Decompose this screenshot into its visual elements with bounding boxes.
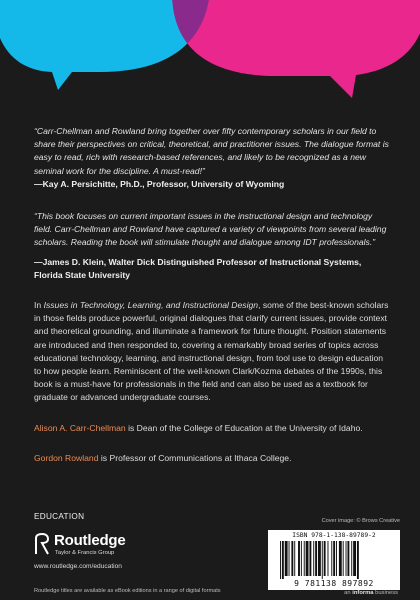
endorsement-attribution-1: —Kay A. Persichitte, Ph.D., Professor, University of Wyoming [34, 178, 285, 189]
publisher-name: Routledge [54, 532, 126, 549]
endorsement-quote-1: “Carr-Chellman and Rowland bring together over fifty contemporary scholars in our field to share their perspectives on critical, theoretical, and practitioner issues. The dialogue format is easy to read, rich with research-based references, and likely to be recognized as a new seminal work for the discipline. A must-read!” [34, 126, 389, 176]
author-bio-2: Gordon Rowland is Professor of Communications at Ithaca College. [34, 452, 292, 463]
isbn-barcode-box [268, 530, 400, 590]
pink-speech-bubble [172, 0, 420, 98]
publisher-tagline: Taylor & Francis Group [55, 550, 115, 556]
informa-business-tag: an informa business [344, 590, 398, 596]
cover-image-credit: Cover image: © Brows Creative [321, 518, 400, 524]
publisher-url: www.routledge.com/education [34, 563, 122, 570]
author-name-2: Gordon Rowland [34, 452, 99, 463]
routledge-logo-icon [34, 533, 50, 555]
back-cover-text [34, 120, 390, 465]
speech-bubbles-graphic [0, 0, 420, 110]
author-name-1: Alison A. Carr-Chellman [34, 422, 126, 433]
endorsement-attribution-2: —James D. Klein, Walter Dick Distinguished Professor of Instructional Systems, Florida State University [34, 256, 362, 280]
book-description: In Issues in Technology, Learning, and Instructional Design, some of the best-known scholars in those fields produce powerful, original dialogues that clarify current issues, provide context and theoretical grounding, and illuminate a framework for future thought. Position statements are introduced and then responded to, covering a remarkably broad series of topics across educational technology, learning, and instructional design, from tool use to design education to how people learn. Reminiscent of the well-known Clark/Kozma debates of the 1990s, this book is a must-have for professionals in the field and can also be used as a textbook for graduate or advanced undergraduate courses. [34, 300, 389, 403]
endorsement-quote-2: “This book focuses on current important issues in the instructional design and technology field. Carr-Chellman and Rowland have captured a variety of viewpoints from several leading scholars. Reading the book will stimulate thought and dialogue among IDT professionals.” [34, 211, 387, 248]
barcode-icon [278, 541, 390, 579]
barcode-digits: 9 781138 897892 [294, 579, 374, 588]
subject-category: EDUCATION [34, 512, 85, 521]
isbn-label: ISBN 978-1-138-89789-2 [292, 532, 376, 539]
book-title: Issues in Technology, Learning, and Instructional Design [43, 300, 259, 311]
author-bio-1: Alison A. Carr-Chellman is Dean of the College of Education at the University of Idaho. [34, 422, 363, 433]
ebook-note: Routledge titles are available as eBook editions in a range of digital formats [34, 588, 221, 594]
